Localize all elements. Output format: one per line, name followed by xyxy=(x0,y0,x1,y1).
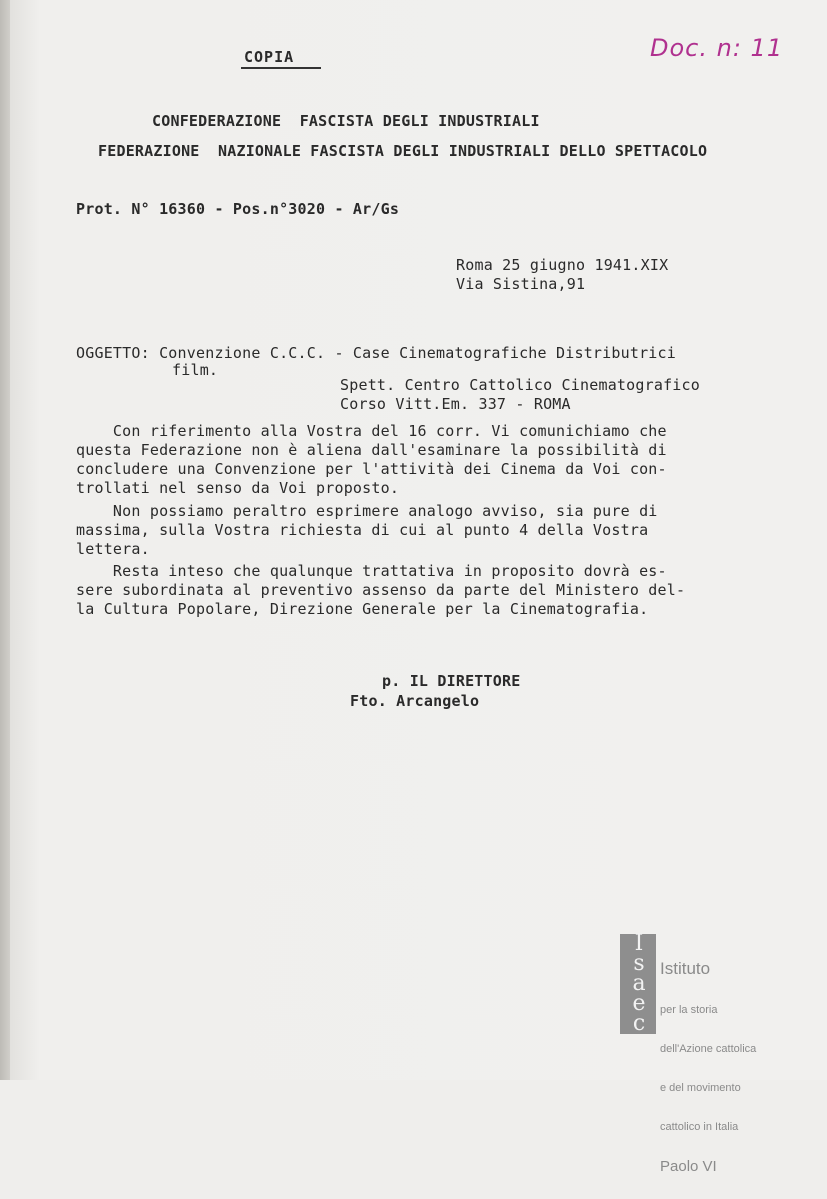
recipient-name: Spett. Centro Cattolico Cinematografico xyxy=(340,376,700,394)
place-date: Roma 25 giugno 1941.XIX xyxy=(456,256,669,274)
header-federation: FEDERAZIONE NAZIONALE FASCISTA DEGLI INDUSTRIALI DELLO SPETTACOLO xyxy=(98,142,708,160)
handwritten-doc-number: Doc. n: 11 xyxy=(650,34,784,62)
body-line: concludere una Convenzione per l'attività dei Cinema da Voi con- xyxy=(76,460,667,478)
protocol-line: Prot. N° 16360 - Pos.n°3020 - Ar/Gs xyxy=(76,200,400,218)
institute-logo xyxy=(620,930,780,1175)
body-line: la Cultura Popolare, Direzione Generale per la Cinematografia. xyxy=(76,600,649,618)
body-line: lettera. xyxy=(76,540,150,558)
header-confederation: CONFEDERAZIONE FASCISTA DEGLI INDUSTRIALI xyxy=(152,112,540,130)
body-line: sere subordinata al preventivo assenso da parte del Ministero del- xyxy=(76,581,686,599)
copy-label: COPIA xyxy=(244,48,295,66)
sender-address: Via Sistina,91 xyxy=(456,275,586,293)
body-line: trollati nel senso da Voi proposto. xyxy=(76,479,400,497)
logo-monogram: I s a e c xyxy=(632,931,646,1036)
body-line: massima, sulla Vostra richiesta di cui al punto 4 della Vostra xyxy=(76,521,649,539)
body-line: Con riferimento alla Vostra del 16 corr. Vi comunichiamo che xyxy=(76,422,667,440)
copy-underline xyxy=(241,67,321,69)
subject-continuation: film. xyxy=(172,361,219,379)
signature-name: Fto. Arcangelo xyxy=(350,692,480,710)
subject-line: OGGETTO: Convenzione C.C.C. - Case Cinematografiche Distributrici xyxy=(76,344,676,362)
body-line: Non possiamo peraltro esprimere analogo avviso, sia pure di xyxy=(76,502,658,520)
recipient-address: Corso Vitt.Em. 337 - ROMA xyxy=(340,395,571,413)
logo-text: Istituto per la storia dell'Azione cattolica e del movimento cattolico in Italia Paolo VI xyxy=(660,959,757,1175)
signature-title: p. IL DIRETTORE xyxy=(382,672,521,690)
body-line: questa Federazione non è aliena dall'esaminare la possibilità di xyxy=(76,441,667,459)
body-line: Resta inteso che qualunque trattativa in proposito dovrà es- xyxy=(76,562,667,580)
